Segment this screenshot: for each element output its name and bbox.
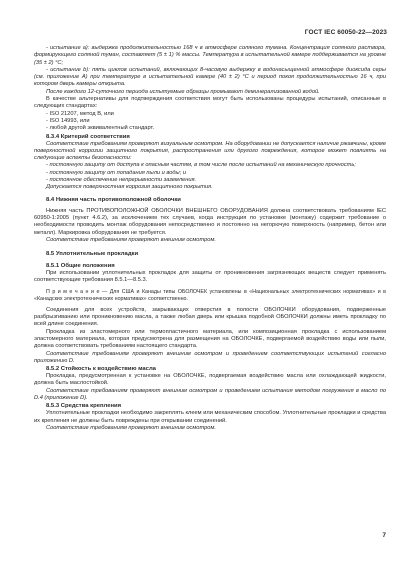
paragraph: Прокладка из эластомерного или термопластичного материала, или композиционная прокладка с использованием эластомерного материала, которая предусмотрена для размещения на ОБОЛОЧКЕ, подвергаемой воздействию воды или пыли, должна соответствовать требованиям настоящего стандарта. — [34, 328, 386, 350]
list-item: - ISO 21207, метод В, или — [46, 110, 114, 117]
paragraph: Уплотнительные прокладки необходимо закреплять клеем или механическим способом. Уплотнительные прокладки и средства их крепления не должны быть повреждены при открывании соединений. — [34, 410, 386, 424]
section-heading: 8.3.4 Критерий соответствия — [46, 133, 130, 140]
paragraph: Соответствие требованиям проверяют внешним осмотром и проведением соответствующих испытаний согласно приложению D. — [34, 350, 386, 364]
paragraph: Соответствие требованиям проверяют внешним осмотром и проведением испытания методом погружения в масло по D.4 (приложение D). — [34, 387, 386, 401]
section-heading: 8.5 Уплотнительные прокладки — [46, 251, 139, 258]
paragraph: Нижняя часть ПРОТИВОПОЛОЖНОЙ ОБОЛОЧКИ ВНЕШНЕГО ОБОРУДОВАНИЯ должна соответствовать требованиям IEC 60950-1:2005 (пункт 4.6.2), за исключением тех случаев, когда инструкция по установке (монтажу) содержит требование о необходимости проводить монтаж оборудования непосредственно и постоянно на негорючую поверхность (например, бетон или металл). Маркировка оборудования не требуется. — [34, 207, 386, 236]
paragraph: После каждого 12-суточного периода испытуемые образцы промывают деминерализованной водой. — [46, 88, 320, 95]
page-number: 7 — [382, 532, 386, 539]
paragraph: Соответствие требованиям проверяют визуальным осмотром. На оборудовании не допускается наличие ржавчины, кроме поверхностной коррозии защитного покрытия, распространения или другого повреждения, которое может повлиять на следующие аспекты безопасности: — [34, 140, 386, 162]
list-item: - ISO 14993, или — [46, 117, 90, 124]
subsection-heading: 8.5.3 Средства крепления — [46, 403, 122, 410]
paragraph: Соответствие требованиям проверяют внешним осмотром. — [46, 236, 216, 243]
document-header: ГОСТ IEC 60050-22—2023 — [304, 29, 387, 36]
list-item: - постоянное обеспечение непрерывности заземления. — [46, 177, 197, 184]
paragraph: - испытание b): пять циклов испытаний, включающих 8-часовую выдержку в водонасыщенной атмосфере диоксида серы (см. приложение А) при температуре в испытательной камере (40 ± 2) °С и период покоя продолжительностью 16 ч, при котором дверь камеры открыта. — [34, 66, 386, 88]
subsection-heading: 8.5.1 Общие положения — [46, 263, 115, 270]
paragraph: При использовании уплотнительных прокладок для защиты от проникновения загрязняющих веществ следует применять соответствующие требования 8.5.1—8.5.3. — [34, 270, 386, 284]
paragraph: Прокладка, предусмотренная к установке на ОБОЛОЧКЕ, подвергаемая воздействию масла или охлаждающей жидкости, должна быть маслостойкой. — [34, 373, 386, 387]
subsection-heading: 8.5.2 Стойкость к воздействию масла — [46, 366, 156, 373]
paragraph: - испытание а): выдержка продолжительностью 168 ч в атмосфере соляного тумана. Концентрация соляного раствора, формирующего соляной туман, составляет (5 ± 1) % массы. Температура в испытательной камере поддерживается на уровне (35 ± 2) °С; — [34, 45, 386, 66]
section-heading: 8.4 Нижняя часть противоположной оболочки — [46, 196, 181, 203]
list-item: - постоянную защиту от доступа к опасным частям, в том числе после испытаний на механическую прочность; — [46, 162, 356, 169]
document-body — [34, 45, 386, 432]
list-item: - постоянную защиту от попадания пыли и воды; и — [46, 169, 187, 176]
paragraph: Соединения для всех устройств, закрывающих отверстия в полости ОБОЛОЧКИ оборудования, подверженные разбрызгиванию или проникновению масла, а также любая дверь или крышка подобной ОБОЛОЧКИ должны иметь прокладку по всей длине соединения. — [34, 306, 386, 328]
note: П р и м е ч а н и е — Для США и Канады типы ОБОЛОЧЕК установлены в «Национальных электротехнических нормативах» и в «Канадских электротехнических нормативах» соответственно. — [34, 288, 386, 302]
list-item: - любой другой эквивалентный стандарт. — [46, 125, 155, 132]
paragraph: В качестве альтернативы для подтверждения соответствия могут быть использованы процедуры испытаний, описанные в следующих стандартах: — [34, 96, 386, 110]
paragraph: Допускается поверхностная коррозия защитного покрытия. — [46, 184, 213, 191]
paragraph: Соответствие требованиям проверяют внешним осмотром. — [46, 424, 216, 431]
